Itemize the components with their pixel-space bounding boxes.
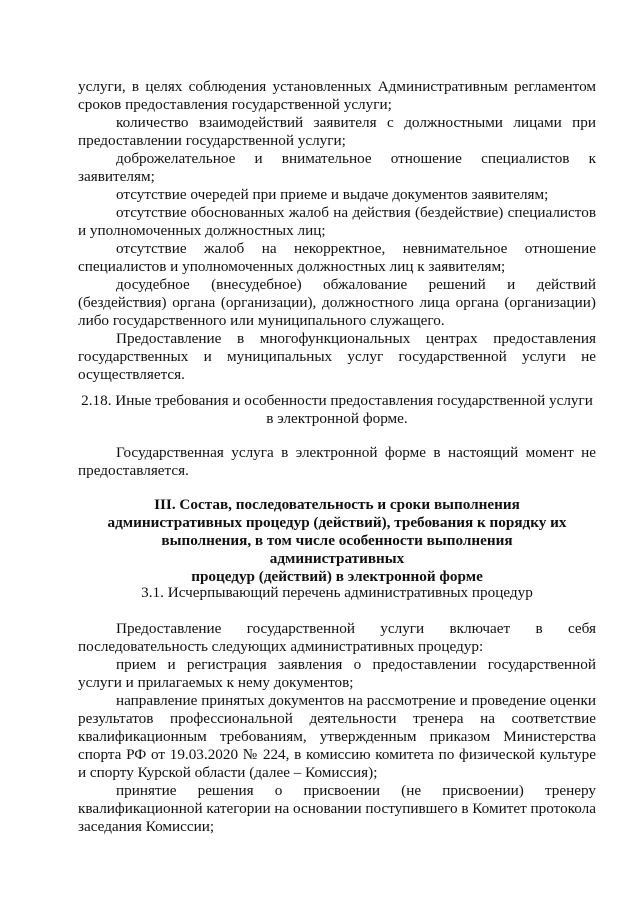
paragraph-continuation: услуги, в целях соблюдения установленных Административным регламентом сроков предоставления государственной услуги;	[78, 78, 596, 113]
paragraph-reception-registration: прием и регистрация заявления о предоставлении государственной услуги и прилагаемых к нему документов;	[78, 656, 596, 691]
section-3-title-line4: процедур (действий) в электронной форме	[191, 568, 483, 585]
section-3-title	[98, 496, 576, 586]
paragraph-no-grounded-complaints: отсутствие обоснованных жалоб на действия (бездействие) специалистов и уполномоченных должностных лиц;	[78, 204, 596, 239]
section-2-18-title-line1: 2.18. Иные требования и особенности предоставления государственной услуги	[81, 392, 593, 409]
section-3-paragraphs	[78, 620, 596, 836]
paragraph-no-complaints-incorrect: отсутствие жалоб на некорректное, невнимательное отношение специалистов и уполномоченных должностных лиц к заявителям;	[78, 240, 596, 275]
paragraph-electronic-form: Государственная услуга в электронной форме в настоящий момент не предоставляется.	[78, 444, 596, 479]
section-2-18-title	[78, 392, 596, 428]
paragraph-courteous-attitude: доброжелательное и внимательное отношение специалистов к заявителям;	[78, 150, 596, 185]
section-2-18-body	[78, 444, 596, 480]
paragraph-referral-to-commission: направление принятых документов на рассмотрение и проведение оценки результатов профессиональной деятельности тренера на соответствие квалификационным требованиям, утвержденным приказом Министерства спорта РФ от 19.03.2020 № 224, в комиссию комитета по физической культуре и спорту Курской области (далее – Комиссия);	[78, 692, 596, 781]
top-paragraphs	[78, 78, 596, 384]
paragraph-no-queues: отсутствие очередей при приеме и выдаче документов заявителям;	[116, 186, 549, 203]
section-3-title-line2: административных процедур (действий), требования к порядку их	[107, 514, 567, 531]
paragraph-mfc-not-provided: Предоставление в многофункциональных центрах предоставления государственных и муниципальных услуг государственной услуги не осуществляется.	[78, 330, 596, 383]
paragraph-pretrial-appeal: досудебное (внесудебное) обжалование решений и действий (бездействия) органа (организации), должностного лица органа (организации) либо государственного или муниципального служащего.	[78, 276, 596, 329]
section-2-18-title-line2: в электронной форме.	[266, 410, 408, 427]
section-3-title-line1: III. Состав, последовательность и сроки выполнения	[154, 496, 520, 513]
paragraph-procedures-intro: Предоставление государственной услуги включает в себя последовательность следующих административных процедур:	[78, 620, 596, 655]
paragraph-interactions-count: количество взаимодействий заявителя с должностными лицами при предоставлении государственной услуги;	[78, 114, 596, 149]
section-3-title-line3: выполнения, в том числе особенности выполнения административных	[161, 532, 513, 567]
paragraph-decision-category: принятие решения о присвоении (не присвоении) тренеру квалификационной категории на основании поступившего в Комитет протокола заседания Комиссии;	[78, 782, 597, 835]
section-3-1-subtitle: 3.1. Исчерпывающий перечень административных процедур	[141, 584, 533, 601]
